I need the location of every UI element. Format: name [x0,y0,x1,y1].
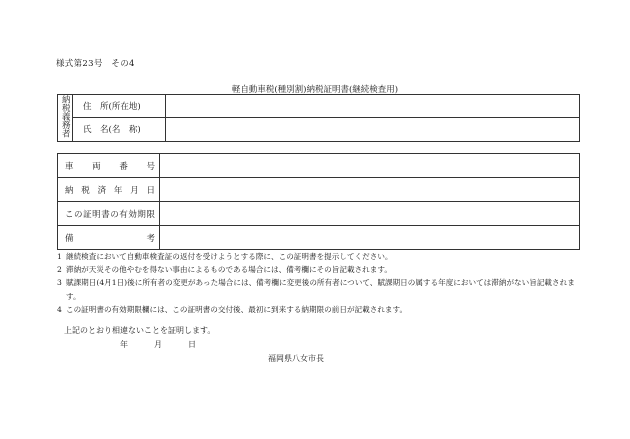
form-number: 様式第23号 その4 [56,59,135,69]
remarks-row [58,226,580,250]
taxpayer-vertical-label: 納税義務者 [60,95,71,138]
label-char: 税 [81,185,90,196]
note-item [57,276,587,302]
label-char: の [74,209,83,220]
tax-paid-date-value [160,178,580,202]
taxpayer-vertical-label-cell [58,95,73,142]
date-day: 日 [188,340,196,349]
address-label: 住 所(所在地) [73,95,166,118]
label-char: 備 [65,233,74,244]
validity-period-label-text [65,208,155,220]
vehicle-number-row [58,154,580,178]
note-number: 3 [57,278,62,288]
notes-list [57,250,587,316]
vehicle-number-label-text [65,160,155,172]
note-number: 1 [57,252,62,261]
address-value [166,95,580,118]
note-item [57,250,587,263]
label-char: 車 [65,161,74,172]
label-char: 納 [65,185,74,196]
label-char: 年 [113,185,123,196]
document-title: 軽自動車税(種別割)納税証明書(継続検査用) [231,85,399,95]
note-number: 4 [57,304,62,314]
tax-paid-date-row [58,178,580,202]
label-char: 月 [130,185,139,196]
validity-period-value [160,202,580,226]
label-char: 証 [83,209,92,220]
note-item [57,303,587,316]
note-number: 2 [57,265,62,275]
taxpayer-address-row [58,95,580,118]
note-text: 賦課期日(4月1日)後に所有者の変更があった場合には、備考欄に変更後の所有者について、賦課期日の属する年度においては滞納がない旨記載されます。 [66,278,575,301]
tax-paid-date-label [58,178,160,202]
label-char: 限 [146,209,155,220]
label-char: 期 [137,209,146,220]
taxpayer-table [57,94,580,142]
name-value [166,118,580,141]
date-line [120,339,196,350]
label-char: 番 [119,161,128,172]
certification-statement: 上記のとおり相違ないことを証明します。 [64,326,216,335]
date-year: 年 [120,340,128,349]
vehicle-number-label [58,154,160,178]
note-text: 継続検査において自動車検査証の返付を受けようとする際に、この証明書を提示してください。 [66,252,393,261]
remarks-label [58,226,160,250]
label-char: 号 [146,161,155,172]
name-label: 氏 名(名 称) [73,118,166,141]
label-char: 両 [92,161,101,172]
validity-period-label [58,202,160,226]
note-text: この証明書の有効期限欄には、この証明書の交付後、最初に到来する納期限の前日が記載されます。 [66,304,408,314]
label-char: 済 [97,185,107,196]
note-item [57,263,587,276]
label-char: 有 [119,209,128,220]
note-text: 滞納が天災その他やむを得ない事由によるものである場合には、備考欄にその旨記載されます。 [66,265,392,275]
remarks-label-text [65,232,155,244]
label-char: 書 [101,209,110,220]
issuer-name: 福岡県八女市長 [268,354,324,363]
label-char: こ [65,209,74,220]
validity-period-row [58,202,580,226]
taxpayer-name-row [58,118,580,141]
label-char: 明 [92,209,101,220]
tax-paid-date-label-text [65,184,155,196]
label-char: 効 [128,209,137,220]
vehicle-table [57,153,580,250]
label-char: 日 [146,185,155,196]
remarks-value [160,226,580,250]
label-char: 考 [146,233,155,244]
vehicle-number-value [160,154,580,178]
date-month: 月 [154,340,162,349]
label-char: の [110,209,119,220]
